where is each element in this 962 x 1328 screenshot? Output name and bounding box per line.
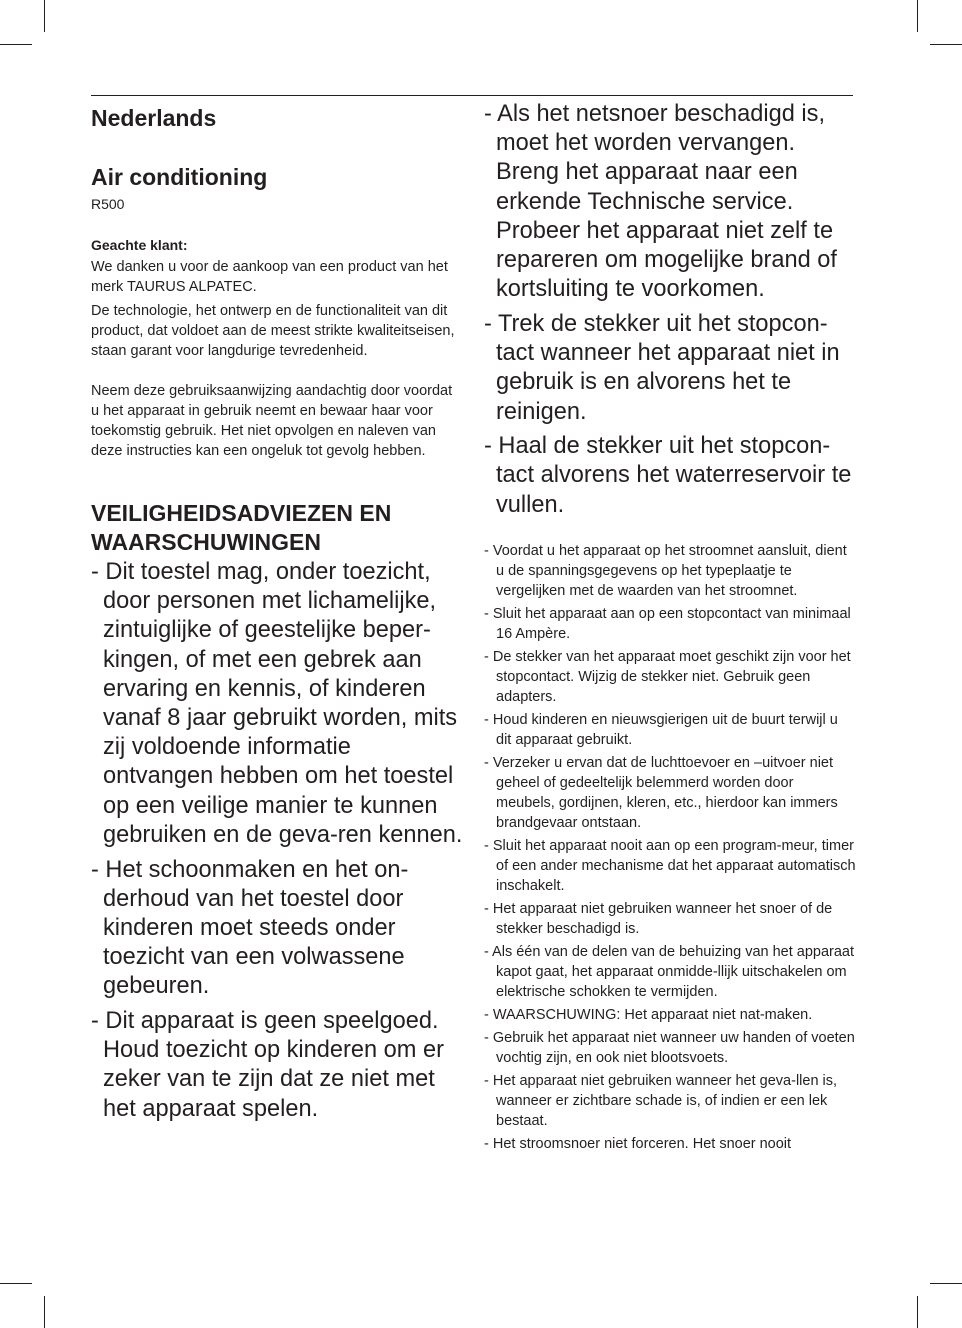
list-item: - De stekker van het apparaat moet geschikt zijn voor het stopcontact. Wijzig de stekker niet. Gebruik geen adapters. (484, 648, 851, 705)
intro-paragraph: We danken u voor de aankoop van een product van het merk TAURUS ALPATEC. (91, 259, 448, 295)
list-item: - Voordat u het apparaat op het stroomnet aansluit, dient u de spanningsgegevens op het typeplaatje te vergelijken met de waarden van het stroomnet. (484, 542, 847, 599)
list-item: - Gebruik het apparaat niet wanneer uw handen of voeten vochtig zijn, en ook niet blootsvoets. (484, 1029, 855, 1066)
list-item: - Trek de stekker uit het stopcon-tact wanneer het apparaat niet in gebruik is en alvorens het te reinigen. (484, 310, 840, 425)
list-item: - Houd kinderen en nieuwsgierigen uit de buurt terwijl u dit apparaat gebruikt. (484, 711, 838, 748)
crop-mark-bottom-left-vertical (44, 1296, 45, 1328)
crop-mark-top-left-vertical (44, 0, 45, 32)
crop-mark-top-right-horizontal (930, 44, 962, 45)
crop-mark-top-right-vertical (917, 0, 918, 32)
list-item: - Het apparaat niet gebruiken wanneer het snoer of de stekker beschadigd is. (484, 900, 833, 937)
model-number: R500 (91, 196, 125, 212)
safety-warning-list-large (91, 558, 463, 1124)
crop-mark-top-left-horizontal (0, 44, 32, 45)
crop-mark-bottom-right-vertical (917, 1296, 918, 1328)
list-item: - WAARSCHUWING: Het apparaat niet nat-maken. (484, 1006, 813, 1023)
list-item: - Als één van de delen van de behuizing van het apparaat kapot gaat, het apparaat onmidde-llijk uitschakelen om elektrische schokken te vermijden. (484, 943, 855, 1000)
list-item: - Het stroomsnoer niet forceren. Het snoer nooit (484, 1135, 792, 1152)
greeting: Geachte klant: (91, 237, 188, 253)
safety-warning-list-small (484, 541, 856, 1154)
list-item: - Haal de stekker uit het stopcon-tact alvorens het waterreservoir te vullen. (484, 433, 852, 518)
list-item: - Het apparaat niet gebruiken wanneer het geva-llen is, wanneer er zichtbare schade is, of indien er een lek bestaat. (484, 1072, 838, 1129)
intro-paragraph: De technologie, het ontwerp en de functionaliteit van dit product, dat voldoet aan de meest strikte kwaliteitseisen, staan garant voor langdurige tevredenheid. (91, 303, 455, 359)
intro-paragraph: Neem deze gebruiksaanwijzing aandachtig door voordat u het apparaat in gebruik neemt en bewaar haar voor toekomstig gebruik. Het niet opvolgen en naleven van deze instructies kan een ongeluk tot gevolg hebben. (91, 383, 453, 459)
safety-warning-list-large (484, 100, 856, 520)
crop-mark-bottom-left-horizontal (0, 1283, 32, 1284)
list-item: - Sluit het apparaat nooit aan op een program-meur, timer of een ander mechanisme dat het apparaat automatisch inschakelt. (484, 837, 856, 894)
right-column (484, 100, 856, 1157)
list-item: - Verzeker u ervan dat de luchttoevoer en –uitvoer niet geheel of gedeeltelijk belemmerd worden door meubels, gordijnen, kleren, etc., hierdoor kan immers brandgevaar ontstaan. (484, 754, 838, 831)
list-item: - Het schoonmaken en het on-derhoud van het toestel door kinderen moet steeds onder toezicht van een volwassene gebeuren. (91, 856, 409, 1000)
header-rule (91, 95, 853, 96)
product-title: Air conditioning (91, 164, 268, 190)
list-item: - Dit apparaat is geen speelgoed. Houd toezicht op kinderen om er zeker van te zijn dat ze niet met het apparaat spelen. (91, 1008, 444, 1122)
list-item: - Dit toestel mag, onder toezicht, door personen met lichamelijke, zintuiglijke of geestelijke beper-kingen, of met een gebrek aan ervaring en kennis, of kinderen vanaf 8 jaar gebruikt worden, mits zij voldoende informatie ontvangen hebben om het toestel op een veilige manier te kunnen gebruiken en de geva-ren kennen. (91, 559, 463, 848)
crop-mark-bottom-right-horizontal (930, 1283, 962, 1284)
left-column (91, 100, 463, 1129)
safety-section-heading: VEILIGHEIDSADVIEZEN EN WAARSCHUWINGEN (91, 500, 392, 555)
language-heading: Nederlands (91, 105, 217, 131)
list-item: - Sluit het apparaat aan op een stopcontact van minimaal 16 Ampère. (484, 605, 851, 642)
list-item: - Als het netsnoer beschadigd is, moet het worden vervangen. Breng het apparaat naar een erkende Technische service. Probeer het apparaat niet zelf te repareren om mogelijke brand of kortsluiting te voorkomen. (484, 101, 837, 303)
